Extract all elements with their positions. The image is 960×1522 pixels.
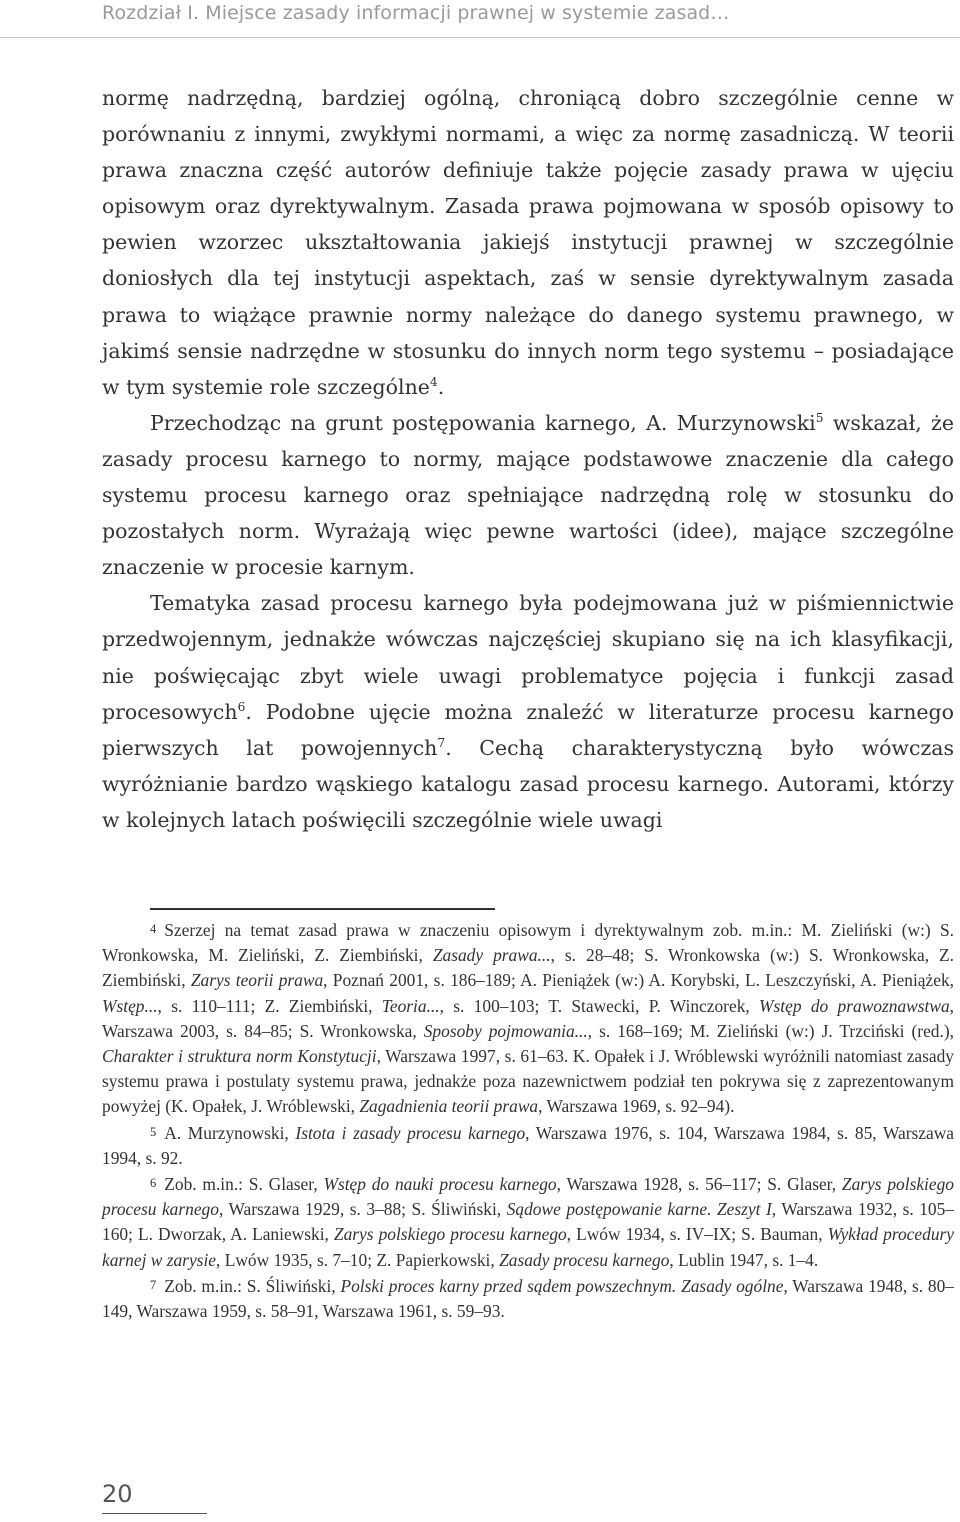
paragraph-3-middle: . Podobne ujęcie można znaleźć w literaturze procesu karnego pierwszych lat powojennych bbox=[102, 699, 954, 760]
paragraph-1 bbox=[102, 80, 954, 405]
footnote-ref-6[interactable]: 6 bbox=[237, 699, 246, 714]
footnote-text: , s. 110–111; Z. Ziembiński, bbox=[157, 995, 382, 1016]
footnote-title: Zarys polskiego procesu karnego bbox=[102, 1174, 954, 1220]
header-rule bbox=[0, 37, 960, 38]
footnote-title: Sądowe postępowanie karne. Zeszyt I bbox=[506, 1199, 772, 1220]
footnote-text: A. Murzynowski, bbox=[164, 1122, 296, 1143]
footnote-text: , Lwów 1934, s. IV–IX; S. Bauman, bbox=[566, 1224, 828, 1245]
footnote-text: , Warszawa 1969, s. 92–94). bbox=[538, 1096, 735, 1117]
paragraph-1-text: normę nadrzędną, bardziej ogólną, chroniącą dobro szczególnie cenne w porównaniu z innymi, zwykłymi normami, a więc za normę zasadniczą. W teorii prawa znaczna część autorów definiuje także pojęcie zasady prawa w ujęciu opisowym oraz dyrektywalnym. Zasada prawa pojmowana w sposób opisowy to pewien wzorzec ukształtowania jakiejś instytucji prawnej w szczególnie doniosłych dla tej instytucji aspektach, zaś w sensie dyrektywalnym zasada prawa to wiążące prawnie normy należące do danego systemu prawnego, w jakimś sensie nadrzędne w stosunku do innych norm tego systemu – posiadające w tym systemie role szczególne bbox=[102, 86, 954, 399]
paragraph-3 bbox=[102, 585, 954, 838]
footnote-title: Wstęp do nauki procesu karnego bbox=[323, 1174, 557, 1195]
footnote-5 bbox=[102, 1120, 954, 1171]
footnote-title: Istota i zasady procesu karnego bbox=[295, 1122, 526, 1143]
footnote-text: , Warszawa 1929, s. 3–88; S. Śliwiński, bbox=[218, 1199, 507, 1220]
footnote-7 bbox=[102, 1273, 954, 1324]
footnote-number: 6 bbox=[150, 1176, 157, 1191]
footnote-text: Szerzej na temat zasad prawa w znaczeniu opisowym i dyrektywalnym zob. m.in.: M. Zieliński (w:) S. Wronkowska, M. Zieliński, Z. Ziembiński, bbox=[102, 920, 954, 966]
footnote-title: Teoria... bbox=[381, 995, 440, 1016]
footnote-ref-4[interactable]: 4 bbox=[429, 374, 438, 389]
footnote-title: Charakter i struktura norm Konstytucji bbox=[102, 1046, 377, 1067]
paragraph-3-end: . Cechą charakterystyczną było wówczas wyróżnianie bardzo wąskiego katalogu zasad procesu karnego. Autorami, którzy w kolejnych latach poświęcili szczególnie wiele uwagi bbox=[102, 735, 954, 832]
footnote-number: 7 bbox=[150, 1277, 157, 1292]
paragraph-1-end: . bbox=[437, 374, 445, 399]
footnote-text: , Warszawa 1976, s. 104, Warszawa 1984, s. 85, Warszawa 1994, s. 92. bbox=[102, 1122, 954, 1168]
footnotes bbox=[102, 917, 954, 1324]
footnote-text: Zob. m.in.: S. Śliwiński, bbox=[164, 1275, 341, 1296]
footnote-text: , s. 100–103; T. Stawecki, P. Winczorek, bbox=[439, 995, 760, 1016]
footnote-text: , Warszawa 1948, s. 80–149, Warszawa 1959, s. 58–91, Warszawa 1961, s. 59–93. bbox=[102, 1275, 954, 1322]
main-text bbox=[102, 80, 954, 838]
running-header: Rozdział I. Miejsce zasady informacji prawnej w systemie zasad… bbox=[102, 2, 730, 24]
paragraph-2-text: Przechodząc na grunt postępowania karnego, A. Murzynowski bbox=[150, 410, 816, 435]
footnote-title: Wykład procedury karnej w zarysie bbox=[102, 1224, 954, 1270]
paragraph-2-end: wskazał, że zasady procesu karnego to normy, mające podstawowe znaczenie dla całego systemu procesu karnego oraz spełniające nadrzędną rolę w stosunku do pozostałych norm. Wyrażają więc pewne wartości (idee), mające szczególne znaczenie w procesie karnym. bbox=[102, 410, 954, 580]
paragraph-2 bbox=[102, 405, 954, 585]
footnote-text: , s. 28–48; S. Wronkowska (w:) S. Wronkowska, Z. Ziembiński, bbox=[102, 945, 955, 991]
footnote-ref-5[interactable]: 5 bbox=[815, 411, 824, 426]
footnote-text: , Lwów 1935, s. 7–10; Z. Papierkowski, bbox=[216, 1249, 500, 1270]
footnote-title: Zasady prawa... bbox=[432, 945, 551, 966]
footnote-text: , Warszawa 2003, s. 84–85; S. Wronkowska, bbox=[102, 995, 954, 1041]
page-number-rule bbox=[102, 1513, 207, 1514]
paragraph-3-text: Tematyka zasad procesu karnego była podejmowana już w piśmiennictwie przedwojennym, jednakże wówczas najczęściej skupiano się na ich klasyfikacji, nie poświęcając zbyt wiele uwagi problematyce pojęcia i funkcji zasad procesowych bbox=[102, 591, 954, 724]
footnote-4 bbox=[102, 917, 954, 1120]
page-number: 20 bbox=[102, 1480, 133, 1508]
footnote-text: , s. 168–169; M. Zieliński (w:) J. Trzciński (red.), bbox=[587, 1020, 954, 1041]
footnote-title: Sposoby pojmowania... bbox=[423, 1020, 588, 1041]
footnote-text: , Warszawa 1928, s. 56–117; S. Glaser, bbox=[556, 1174, 842, 1195]
footnote-title: Zasady procesu karnego bbox=[499, 1249, 670, 1270]
footnote-ref-7[interactable]: 7 bbox=[437, 735, 446, 750]
footnote-text: , Poznań 2001, s. 186–189; A. Pieniążek (w:) A. Korybski, L. Leszczyński, A. Pieniążek, bbox=[323, 970, 954, 991]
footnote-text: , Warszawa 1932, s. 105–160; L. Dworzak, A. Laniewski, bbox=[102, 1199, 955, 1245]
footnote-text: Zob. m.in.: S. Glaser, bbox=[164, 1174, 324, 1195]
footnote-title: Zarys polskiego procesu karnego bbox=[333, 1224, 567, 1245]
footnote-text: , Lublin 1947, s. 1–4. bbox=[669, 1249, 819, 1270]
footnote-title: Polski proces karny przed sądem powszechnym. Zasady ogólne bbox=[340, 1275, 784, 1296]
footnote-text: , Warszawa 1997, s. 61–63. K. Opałek i J. Wróblewski wyróżnili natomiast zasady systemu prawa i postulaty systemu prawa, jednakże poza nazewnictwem podział ten pokrywa się z zaprezentowanym powyżej (K. Opałek, J. Wróblewski, bbox=[102, 1046, 955, 1117]
footnote-number: 5 bbox=[150, 1124, 157, 1139]
footnote-title: Zagadnienia teorii prawa bbox=[359, 1096, 539, 1117]
footnote-separator bbox=[150, 908, 495, 910]
footnote-number: 4 bbox=[150, 922, 157, 936]
footnote-title: Zarys teorii prawa bbox=[190, 970, 324, 991]
footnote-title: Wstęp do prawoznawstwa bbox=[759, 995, 950, 1016]
footnote-title: Wstęp... bbox=[102, 995, 158, 1016]
footnote-6 bbox=[102, 1171, 954, 1273]
